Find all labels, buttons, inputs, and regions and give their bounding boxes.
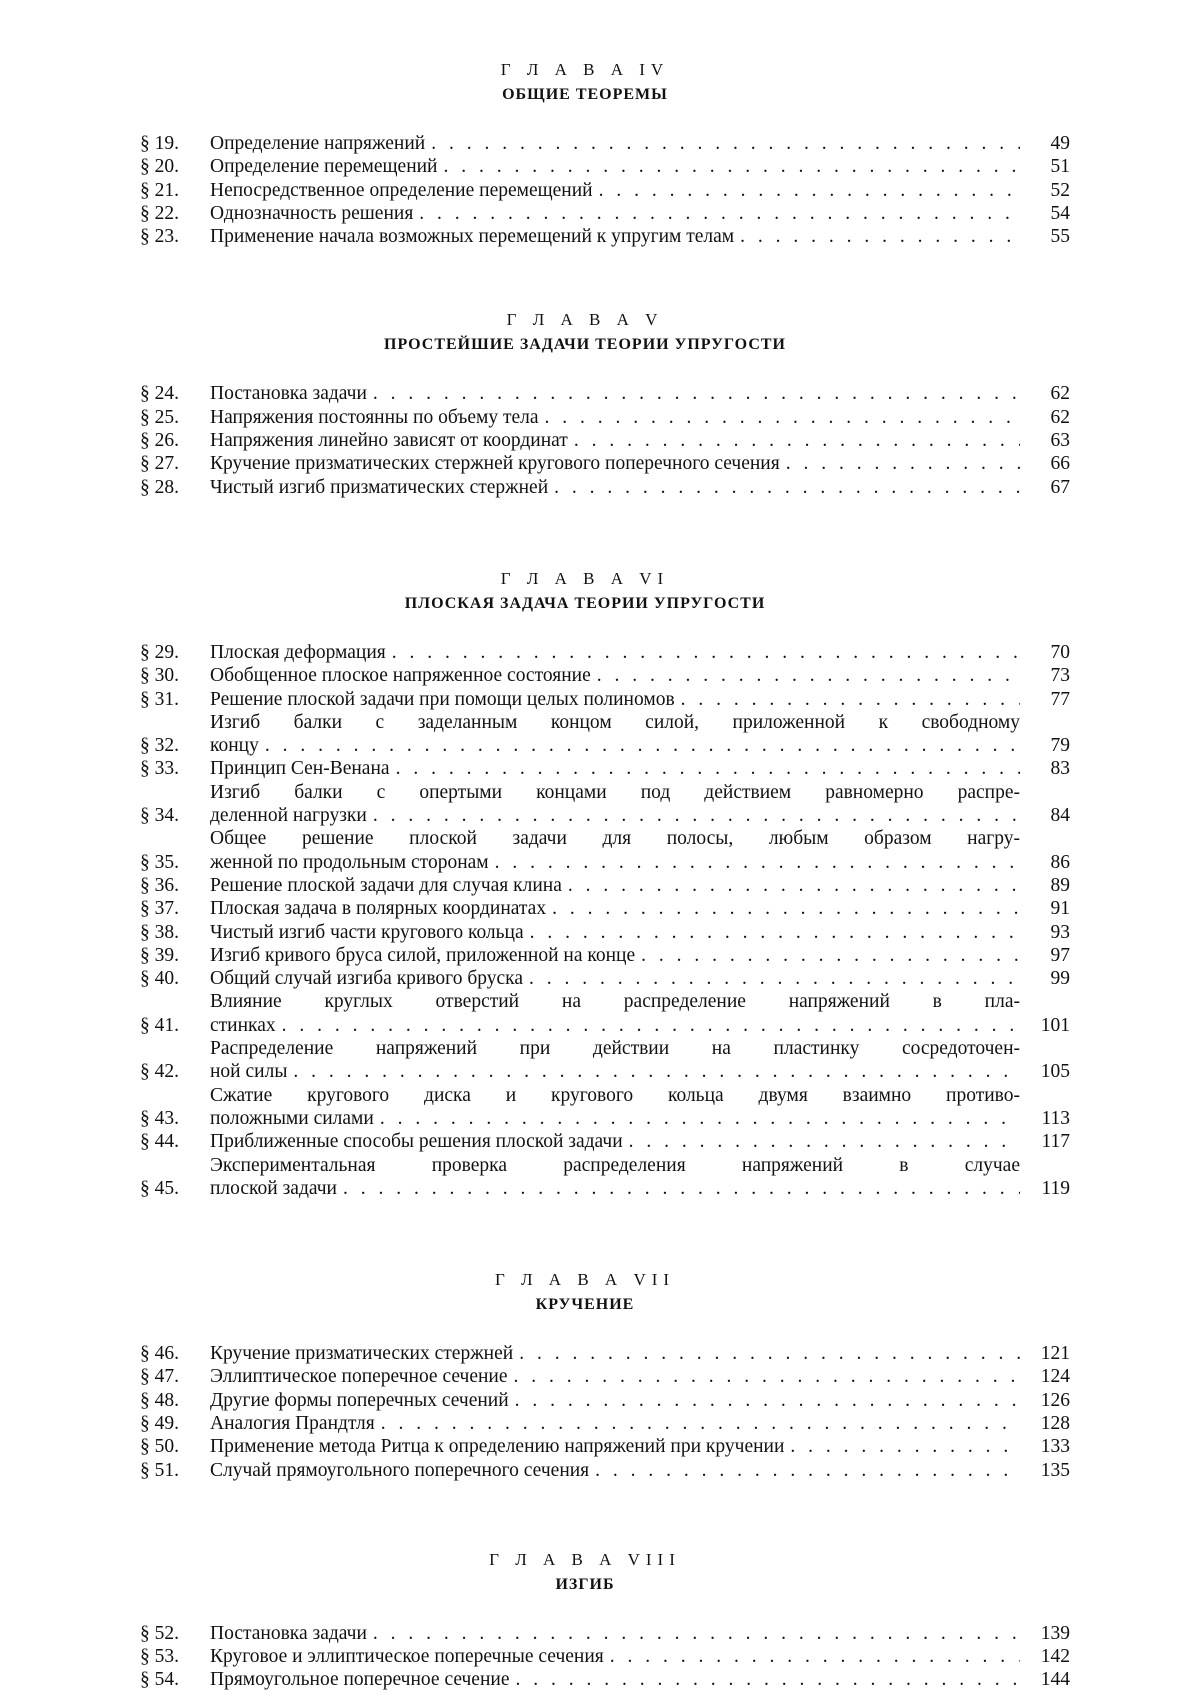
- section-number: § 27.: [140, 453, 179, 475]
- page-number: 144: [1040, 1669, 1070, 1691]
- entry-title-continued: положными силами: [210, 1107, 374, 1129]
- section-number: § 43.: [140, 1107, 179, 1129]
- toc-entry[interactable]: [140, 179, 1070, 202]
- toc-entry[interactable]: [140, 1412, 1070, 1435]
- page-number: 77: [1050, 688, 1070, 710]
- toc-entry[interactable]: [140, 781, 1070, 828]
- page-number: 49: [1050, 133, 1070, 154]
- entry-title: Прямоугольное поперечное сечение: [210, 1669, 510, 1691]
- chapter-title: ПЛОСКАЯ ЗАДАЧА ТЕОРИИ УПРУГОСТИ: [404, 594, 766, 612]
- toc-entry[interactable]: [140, 1084, 1070, 1131]
- section-number: § 24.: [140, 383, 179, 405]
- page-number: 124: [1040, 1366, 1070, 1388]
- page-number: 142: [1040, 1646, 1070, 1668]
- page-number: 51: [1050, 156, 1070, 178]
- toc-entry[interactable]: [140, 1435, 1070, 1458]
- page-number: 86: [1050, 851, 1070, 873]
- toc-entry[interactable]: [140, 874, 1070, 897]
- chapter-spacer: [140, 499, 1070, 569]
- page-number: 79: [1050, 735, 1070, 757]
- page-number: 84: [1050, 805, 1070, 827]
- page-number: 62: [1050, 406, 1070, 428]
- section-number: § 29.: [140, 641, 179, 663]
- toc-entry[interactable]: [140, 382, 1070, 405]
- section-number: § 34.: [140, 805, 179, 827]
- toc-entry[interactable]: [140, 1342, 1070, 1365]
- section-number: § 53.: [140, 1646, 179, 1668]
- entry-title: Обобщенное плоское напряженное состояние: [210, 665, 591, 687]
- section-number: § 32.: [140, 735, 179, 757]
- toc-entry[interactable]: [140, 827, 1070, 874]
- page-number: 135: [1040, 1459, 1070, 1481]
- page-number: 101: [1040, 1014, 1070, 1036]
- page-number: 93: [1050, 921, 1070, 943]
- entry-title: Плоская деформация: [210, 641, 386, 663]
- section-number: § 30.: [140, 665, 179, 687]
- section-number: § 50.: [140, 1436, 179, 1458]
- chapter-section: [140, 60, 1070, 248]
- toc-entry[interactable]: [140, 711, 1070, 758]
- entry-title: Напряжения линейно зависят от координат: [210, 430, 568, 452]
- entry-title: Определение перемещений: [210, 156, 438, 178]
- toc-entry[interactable]: [140, 688, 1070, 711]
- entry-title: Другие формы поперечных сечений: [210, 1389, 509, 1411]
- entry-title-continued: стинках: [210, 1014, 276, 1036]
- section-number: § 40.: [140, 968, 179, 990]
- page-number: 66: [1050, 453, 1070, 475]
- toc-entry[interactable]: [140, 967, 1070, 990]
- section-number: § 25.: [140, 406, 179, 428]
- toc-entry[interactable]: [140, 406, 1070, 429]
- toc-entry[interactable]: [140, 155, 1070, 178]
- page-number: 54: [1050, 202, 1070, 224]
- page-number: 91: [1050, 898, 1070, 920]
- page-number: 133: [1040, 1436, 1070, 1458]
- page-number: 52: [1050, 179, 1070, 201]
- entry-title: Решение плоской задачи при помощи целых полиномов: [210, 688, 675, 710]
- toc-entry[interactable]: [140, 641, 1070, 664]
- toc-entry[interactable]: [140, 1154, 1070, 1201]
- entry-title: Определение напряжений: [210, 133, 426, 154]
- section-number: § 54.: [140, 1669, 179, 1691]
- entry-title: Влияние круглых отверстий на распределение напряжений в пла-: [210, 991, 1020, 1013]
- chapter-label: Г Л А В А V: [506, 310, 664, 330]
- entry-title: Непосредственное определение перемещений: [210, 179, 593, 201]
- section-number: § 31.: [140, 688, 179, 710]
- section-number: § 44.: [140, 1131, 179, 1153]
- toc-entry[interactable]: [140, 944, 1070, 967]
- entry-title: Круговое и эллиптическое поперечные сечения: [210, 1646, 604, 1668]
- entry-title: Приближенные способы решения плоской задачи: [210, 1131, 623, 1153]
- entry-title: Общее решение плоской задачи для полосы, любым образом нагру-: [210, 828, 1020, 850]
- entry-title: Распределение напряжений при действии на пластинку сосредоточен-: [210, 1038, 1020, 1060]
- entry-title: Применение метода Ритца к определению напряжений при кручении: [210, 1436, 785, 1458]
- entry-title: Эллиптическое поперечное сечение: [210, 1366, 508, 1388]
- entry-title: Постановка задачи: [210, 1622, 367, 1644]
- section-number: § 35.: [140, 851, 179, 873]
- chapter-label: Г Л А В А VI: [500, 568, 670, 588]
- chapter-label: Г Л А В А IV: [500, 60, 670, 79]
- chapter-section: [140, 310, 1070, 498]
- section-number: § 38.: [140, 921, 179, 943]
- page-number: 70: [1050, 641, 1070, 663]
- toc-entry[interactable]: [140, 1668, 1070, 1691]
- section-number: § 49.: [140, 1412, 179, 1434]
- entry-title: Изгиб балки с опертыми концами под действием равномерно распре-: [210, 781, 1020, 803]
- toc-entry[interactable]: [140, 897, 1070, 920]
- entry-title: Кручение призматических стержней кругового поперечного сечения: [210, 453, 780, 475]
- page-number: 117: [1041, 1131, 1070, 1153]
- entry-title-continued: плоской задачи: [210, 1177, 337, 1199]
- entry-title: Аналогия Прандтля: [210, 1412, 375, 1434]
- section-number: § 45.: [140, 1177, 179, 1199]
- page-number: 113: [1041, 1107, 1070, 1129]
- toc-entry[interactable]: [140, 921, 1070, 944]
- toc-entry[interactable]: [140, 757, 1070, 780]
- chapter-label: Г Л А В А VIII: [489, 1549, 681, 1569]
- entry-title-continued: ной силы: [210, 1061, 288, 1083]
- chapter-section: [140, 1270, 1070, 1482]
- toc-entry[interactable]: [140, 429, 1070, 452]
- toc-entry[interactable]: [140, 452, 1070, 475]
- chapter-title: КРУЧЕНИЕ: [535, 1296, 635, 1314]
- entry-title-continued: женной по продольным сторонам: [210, 851, 489, 873]
- section-number: § 52.: [140, 1622, 179, 1644]
- page-number: 89: [1050, 874, 1070, 896]
- entry-title: Применение начала возможных перемещений к упругим телам: [210, 226, 735, 248]
- page-number: 128: [1040, 1412, 1070, 1434]
- entry-title: Плоская задача в полярных координатах: [210, 898, 547, 920]
- chapter-section: [140, 1550, 1070, 1692]
- entry-title: Изгиб кривого бруса силой, приложенной на конце: [210, 944, 636, 966]
- entry-title: Изгиб балки с заделанным концом силой, приложенной к свободному: [210, 711, 1020, 733]
- toc-entry[interactable]: [140, 1622, 1070, 1645]
- entry-title: Однозначность решения: [210, 202, 414, 224]
- page-number: 126: [1040, 1389, 1070, 1411]
- chapter-spacer: [140, 1200, 1070, 1270]
- section-number: § 37.: [140, 898, 179, 920]
- entry-title-continued: концу: [210, 735, 259, 757]
- entry-title: Решение плоской задачи для случая клина: [210, 874, 562, 896]
- entry-title-continued: деленной нагрузки: [210, 805, 367, 827]
- section-number: § 48.: [140, 1389, 179, 1411]
- entry-title: Принцип Сен-Венана: [210, 758, 390, 780]
- toc-entry[interactable]: [140, 202, 1070, 225]
- chapter-section: [140, 569, 1070, 1200]
- section-number: § 46.: [140, 1343, 179, 1365]
- entry-title: Чистый изгиб призматических стержней: [210, 476, 549, 498]
- page-number: 55: [1050, 226, 1070, 248]
- toc-entry[interactable]: [140, 1365, 1070, 1388]
- page-number: 67: [1050, 476, 1070, 498]
- section-number: § 36.: [140, 874, 179, 896]
- page-number: 119: [1041, 1177, 1070, 1199]
- section-number: § 51.: [140, 1459, 179, 1481]
- toc-entry[interactable]: [140, 990, 1070, 1037]
- toc-entry[interactable]: [140, 1130, 1070, 1153]
- page-number: 105: [1040, 1061, 1070, 1083]
- chapter-title: ИЗГИБ: [555, 1575, 615, 1593]
- entry-title: Напряжения постоянны по объему тела: [210, 406, 539, 428]
- toc-entry[interactable]: [140, 225, 1070, 248]
- section-number: § 47.: [140, 1366, 179, 1388]
- table-of-contents: [140, 60, 1070, 1692]
- section-number: § 26.: [140, 430, 179, 452]
- entry-title: Экспериментальная проверка распределения напряжений в случае: [210, 1154, 1020, 1176]
- page-number: 97: [1050, 944, 1070, 966]
- page-number: 99: [1050, 968, 1070, 990]
- toc-entry[interactable]: [140, 664, 1070, 687]
- section-number: § 41.: [140, 1014, 179, 1036]
- toc-entry[interactable]: [140, 1645, 1070, 1668]
- toc-entry[interactable]: [140, 476, 1070, 499]
- toc-entry[interactable]: [140, 1037, 1070, 1084]
- chapter-spacer: [140, 1482, 1070, 1550]
- section-number: § 39.: [140, 944, 179, 966]
- entry-title: Общий случай изгиба кривого бруска: [210, 968, 523, 990]
- section-number: § 20.: [140, 156, 179, 178]
- page-number: 73: [1050, 665, 1070, 687]
- toc-entry[interactable]: [140, 132, 1070, 155]
- page-number: 83: [1050, 758, 1070, 780]
- entry-title: Постановка задачи: [210, 383, 367, 405]
- entry-title: Кручение призматических стержней: [210, 1343, 514, 1365]
- section-number: § 21.: [140, 179, 179, 201]
- toc-entry[interactable]: [140, 1459, 1070, 1482]
- chapter-spacer: [140, 248, 1070, 310]
- entry-title: Сжатие кругового диска и кругового кольца двумя взаимно противо-: [210, 1084, 1020, 1106]
- entry-title: Чистый изгиб части кругового кольца: [210, 921, 524, 943]
- page-number: 121: [1040, 1343, 1070, 1365]
- section-number: § 19.: [140, 133, 179, 154]
- section-number: § 22.: [140, 202, 179, 224]
- page-number: 63: [1050, 430, 1070, 452]
- chapter-label: Г Л А В А VII: [494, 1270, 676, 1290]
- page-number: 139: [1040, 1622, 1070, 1644]
- section-number: § 23.: [140, 226, 179, 248]
- toc-entry[interactable]: [140, 1389, 1070, 1412]
- page-number: 62: [1050, 383, 1070, 405]
- chapter-title: ПРОСТЕЙШИЕ ЗАДАЧИ ТЕОРИИ УПРУГОСТИ: [384, 336, 786, 354]
- entry-title: Случай прямоугольного поперечного сечения: [210, 1459, 590, 1481]
- section-number: § 33.: [140, 758, 179, 780]
- section-number: § 28.: [140, 476, 179, 498]
- chapter-title: ОБЩИЕ ТЕОРЕМЫ: [502, 86, 668, 103]
- section-number: § 42.: [140, 1061, 179, 1083]
